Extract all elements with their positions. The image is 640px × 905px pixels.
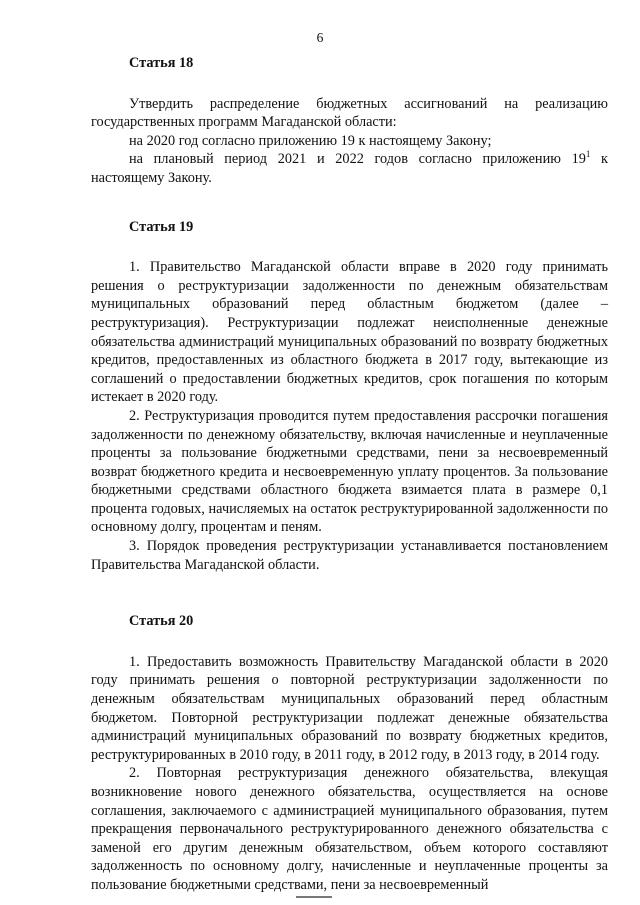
article-19-heading: Статья 19	[129, 218, 194, 235]
page-bottom-mark	[296, 896, 332, 898]
article-18-paragraph-1: Утвердить распределение бюджетных ассигнований на реализацию государственных программ Магаданской области:	[91, 95, 608, 131]
appendix-superscript: 1	[585, 149, 591, 160]
article-19-paragraph-3: 3. Порядок проведения реструктуризации устанавливается постановлением Правительства Магаданской области.	[91, 538, 608, 573]
article-20-paragraph-1: 1. Предоставить возможность Правительству Магаданской области в 2020 году принимать решения о повторной реструктуризации задолженности по денежным обязательствам муниципальных образований перед областным бюджетом. Повторной реструктуризации подлежат денежные обязательства администраций муниципальных образований по возврату бюджетных кредитов, реструктурированных в 2010 году, в 2011 году, в 2012 году, в 2013 году, в 2014 году.	[91, 653, 608, 763]
article-19-paragraph-1: 1. Правительство Магаданской области вправе в 2020 году принимать решения о реструктуризации задолженности по денежным обязательствам муниципальных образований перед областным бюджетом (далее – реструктуризация). Реструктуризации подлежат неисполненные денежные обязательства администраций муниципальных образований по возврату бюджетных кредитов, предоставленных из областного бюджета в 2017 году, вытекающие из соглашений о предоставлении бюджетных кредитов, срок погашения по которым истекает в 2020 году.	[91, 259, 608, 406]
article-18-paragraph-3	[91, 150, 608, 187]
article-19-paragraph-2: 2. Реструктуризация проводится путем предоставления рассрочки погашения задолженности по денежному обязательству, включая начисленные и неуплаченные проценты за пользование бюджетными средствами, пени за несвоевременный возврат бюджетного кредита и несвоевременную уплату процентов. За пользование бюджетными средствами областного бюджета взимается плата в размере 0,1 процента годовых, начисляемых на остаток реструктурированной задолженности по основному долгу, процентам и пеням.	[91, 407, 608, 536]
article-20-heading: Статья 20	[129, 613, 194, 630]
article-18-paragraph-3-text: на плановый период 2021 и 2022 годов согласно приложению 19	[129, 151, 586, 168]
document-body	[91, 42, 608, 895]
article-18-paragraph-2: на 2020 год согласно приложению 19 к настоящему Закону;	[129, 132, 492, 149]
article-20-paragraph-2: 2. Повторная реструктуризация денежного обязательства, влекущая возникновение нового денежного обязательства, осуществляется на основе соглашения, заключаемого с администрацией муниципального образования, путем прекращения первоначального реструктурированного денежного обязательства с заменой его другим денежным обязательством, объем которого составляют задолженность по основному долгу, начисленные и неуплаченные проценты за пользование бюджетными средствами, пени за несвоевременный	[91, 765, 608, 893]
page-number: 6	[316, 30, 324, 45]
article-18-heading: Статья 18	[129, 55, 194, 71]
article-18-paragraph-3-tail: к настоящему Закону.	[91, 151, 608, 186]
